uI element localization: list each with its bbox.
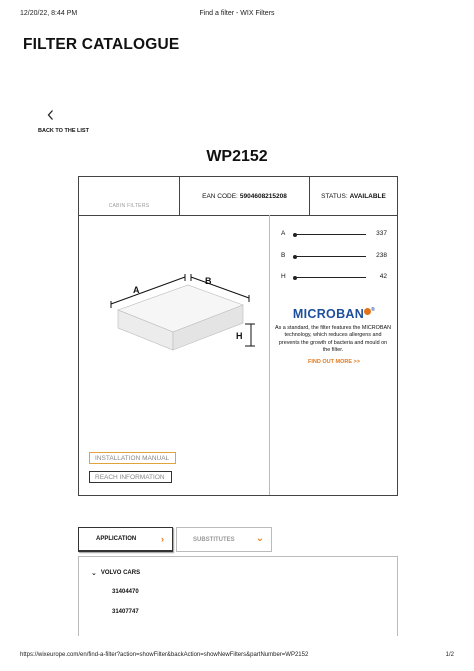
dimension-a-label: A	[133, 285, 140, 295]
print-url: https://wixeurope.com/en/find-a-filter?action=showFilter&backAction=showNewFilters&partNumber=WP2152	[20, 652, 309, 658]
dimension-key: A	[281, 230, 286, 237]
dimension-line	[294, 234, 366, 235]
page-title: FILTER CATALOGUE	[23, 36, 180, 53]
back-to-list-link[interactable]: BACK TO THE LIST	[38, 128, 89, 134]
status-label: STATUS:	[321, 192, 348, 200]
print-page-number: 1/2	[445, 652, 454, 658]
category-label: CABIN FILTERS	[108, 203, 150, 209]
dimension-row-b	[281, 252, 387, 262]
part-number-item[interactable]: 31407747	[112, 609, 139, 615]
installation-manual-link[interactable]: INSTALLATION MANUAL	[89, 452, 176, 464]
brand-name: VOLVO CARS	[100, 570, 141, 576]
chevron-down-icon: ⌄	[91, 570, 97, 577]
microban-logo	[269, 307, 399, 321]
product-code: WP2152	[206, 148, 268, 165]
dimension-row-h	[281, 273, 387, 283]
status-value: AVAILABLE	[349, 192, 386, 200]
tab-application[interactable]	[78, 527, 173, 552]
body-divider	[269, 215, 270, 495]
dimension-key: B	[281, 252, 286, 259]
print-datetime: 12/20/22, 8:44 PM	[20, 10, 78, 17]
product-info-box	[78, 176, 398, 496]
microban-description: As a standard, the filter features the MICROBAN technology, which reduces allergens and prevents the growth of bacteria and mould on the filter.	[275, 325, 391, 354]
dimension-b-label: B	[205, 276, 212, 286]
dimension-value: 337	[376, 230, 387, 237]
tab-application-label: APPLICATION	[96, 536, 137, 542]
print-page-title: Find a filter - WIX Filters	[199, 10, 275, 17]
dimension-h-label: H	[236, 331, 243, 341]
application-panel	[78, 556, 398, 636]
dimension-value: 42	[379, 273, 387, 280]
microban-logo-text: MICROBAN	[292, 307, 365, 321]
filter-drawing	[93, 267, 258, 387]
dimension-key: H	[281, 273, 286, 280]
category-cell	[79, 177, 179, 215]
part-number-item[interactable]: 31404470	[112, 589, 139, 595]
dimension-line	[294, 277, 366, 278]
dimension-row-a	[281, 230, 387, 240]
status-cell	[309, 177, 397, 215]
tab-substitutes[interactable]	[176, 527, 272, 552]
back-arrow-icon[interactable]	[46, 109, 55, 121]
chevron-right-icon: ›	[161, 534, 164, 544]
find-out-more-link[interactable]: FIND OUT MORE >>	[308, 359, 360, 365]
brand-toggle[interactable]	[91, 569, 140, 577]
dimension-line	[294, 256, 366, 257]
tab-substitutes-label: SUBSTITUTES	[193, 536, 235, 543]
reach-information-link[interactable]: REACH INFORMATION	[89, 471, 172, 483]
dimension-value: 238	[376, 252, 387, 259]
chevron-down-icon: ⌄	[255, 533, 264, 544]
header-divider	[79, 215, 397, 216]
ean-label: EAN CODE:	[202, 192, 238, 200]
microban-registered-mark: ®	[371, 307, 376, 313]
ean-cell	[179, 177, 309, 215]
ean-value: 5904608215208	[239, 192, 287, 200]
